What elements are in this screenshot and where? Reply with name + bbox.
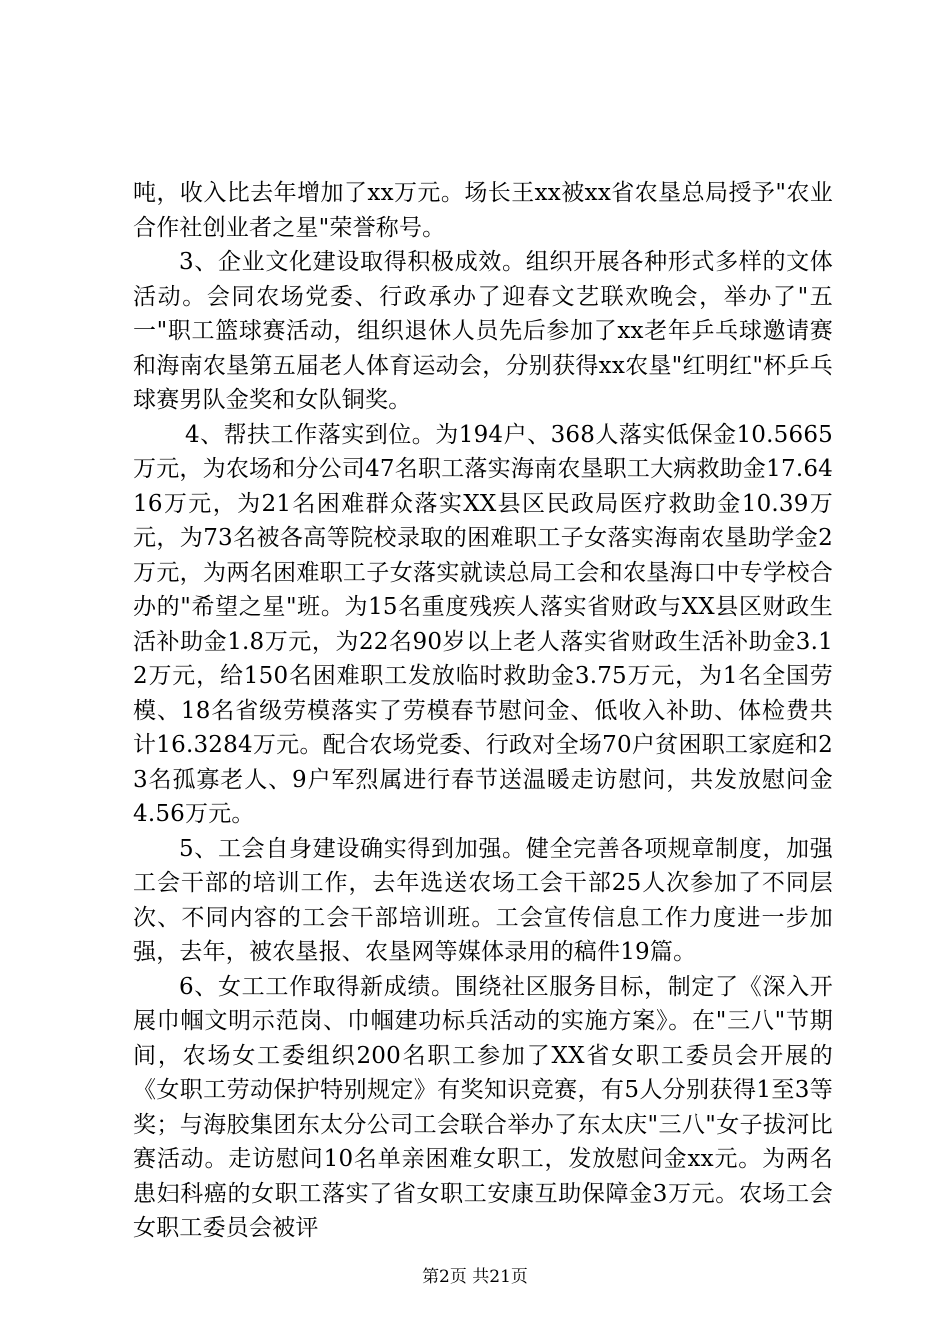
paragraph-culture: 3、企业文化建设取得积极成效。组织开展各种形式多样的文体活动。会同农场党委、行政承办了迎春文艺联欢晚会，举办了"五一"职工篮球赛活动，组织退休人员先后参加了xx老年乒乓球邀请赛和海南农垦第五届老人体育运动会，分别获得xx农垦"红明红"杯乒乓球赛男队金奖和女队铜奖。 — [133, 249, 833, 413]
document-body — [133, 176, 833, 1246]
paragraph-union-building: 5、工会自身建设确实得到加强。健全完善各项规章制度，加强工会干部的培训工作，去年选送农场工会干部25人次参加了不同层次、不同内容的工会干部培训班。工会宣传信息工作力度进一步加强，去年，被农垦报、农垦网等媒体录用的稿件19篇。 — [133, 835, 833, 965]
page-footer: 第2页 共21页 — [422, 1267, 528, 1287]
paragraph-continuation: 吨，收入比去年增加了xx万元。场长王xx被xx省农垦总局授予"农业合作社创业者之星"荣誉称号。 — [133, 180, 833, 241]
paragraph-assistance: 4、帮扶工作落实到位。为194户、368人落实低保金10.5665万元，为农场和分公司47名职工落实海南农垦职工大病救助金17.6416万元，为21名困难群众落实XX县区民政局医疗救助金10.39万元，为73名被各高等院校录取的困难职工子女落实海南农垦助学金2万元，为两名困难职工子女落实就读总局工会和农垦海口中专学校合办的"希望之星"班。为15名重度残疾人落实省财政与XX县区财政生活补助金1.8万元，为22名90岁以上老人落实省财政生活补助金3.12万元，给150名困难职工发放临时救助金3.75万元，为1名全国劳模、18名省级劳模落实了劳模春节慰问金、低收入补助、体检费共计16.3284万元。配合农场党委、行政对全场70户贫困职工家庭和23名孤寡老人、9户军烈属进行春节送温暖走访慰问，共发放慰问金4.56万元。 — [133, 421, 833, 827]
paragraph-women-work: 6、女工工作取得新成绩。围绕社区服务目标，制定了《深入开展巾帼文明示范岗、巾帼建功标兵活动的实施方案》。在"三八"节期间，农场女工委组织200名职工参加了XX省女职工委员会开展的《女职工劳动保护特别规定》有奖知识竞赛，有5人分别获得1至3等奖；与海胶集团东太分公司工会联合举办了东太庆"三八"女子拔河比赛活动。走访慰问10名单亲困难女职工，发放慰问金xx元。为两名患妇科癌的女职工落实了省女职工安康互助保障金3万元。农场工会女职工委员会被评 — [133, 973, 833, 1241]
